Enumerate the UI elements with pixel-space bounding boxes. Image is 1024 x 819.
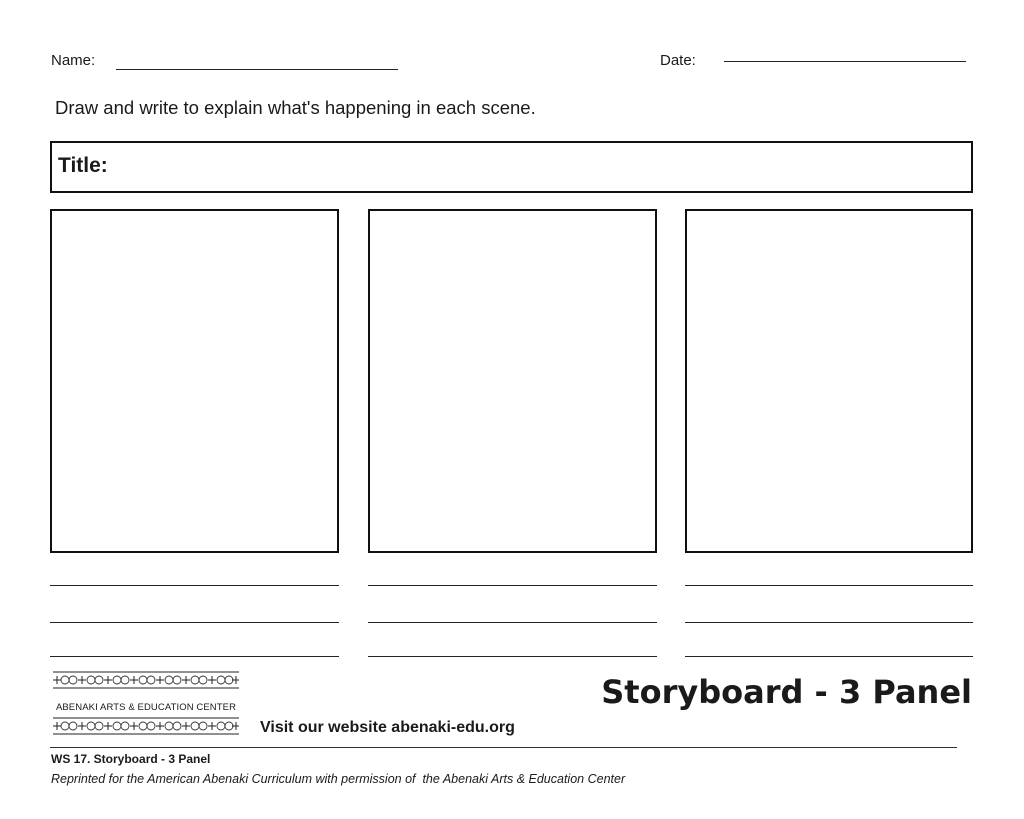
logo-pattern-top bbox=[53, 671, 239, 689]
instructions-text: Draw and write to explain what's happening in each scene. bbox=[55, 97, 536, 118]
caption-line[interactable] bbox=[50, 622, 339, 623]
title-label: Title: bbox=[58, 154, 108, 177]
storyboard-panel-3[interactable] bbox=[685, 209, 973, 553]
storyboard-panel-1[interactable] bbox=[50, 209, 339, 553]
logo-text: ABENAKI ARTS & EDUCATION CENTER bbox=[55, 702, 237, 713]
date-label: Date: bbox=[660, 52, 696, 69]
footer-divider bbox=[50, 747, 957, 748]
caption-line[interactable] bbox=[50, 585, 339, 586]
caption-line[interactable] bbox=[368, 622, 657, 623]
name-label: Name: bbox=[51, 52, 96, 69]
caption-line[interactable] bbox=[368, 656, 657, 657]
logo-pattern-bottom bbox=[53, 717, 239, 735]
caption-line[interactable] bbox=[368, 585, 657, 586]
caption-line[interactable] bbox=[685, 585, 973, 586]
caption-line[interactable] bbox=[685, 656, 973, 657]
worksheet-title: Storyboard - 3 Panel bbox=[601, 673, 972, 711]
reprint-note: Reprinted for the American Abenaki Curriculum with permission of the Abenaki Arts & Education Center bbox=[51, 772, 626, 786]
date-field[interactable] bbox=[724, 61, 966, 62]
abenaki-logo bbox=[53, 671, 239, 741]
website-link[interactable]: Visit our website abenaki-edu.org bbox=[260, 719, 515, 736]
name-field[interactable] bbox=[116, 69, 398, 70]
caption-line[interactable] bbox=[685, 622, 973, 623]
title-box[interactable] bbox=[50, 141, 973, 193]
storyboard-panel-2[interactable] bbox=[368, 209, 657, 553]
worksheet-id: WS 17. Storyboard - 3 Panel bbox=[51, 752, 211, 766]
caption-line[interactable] bbox=[50, 656, 339, 657]
